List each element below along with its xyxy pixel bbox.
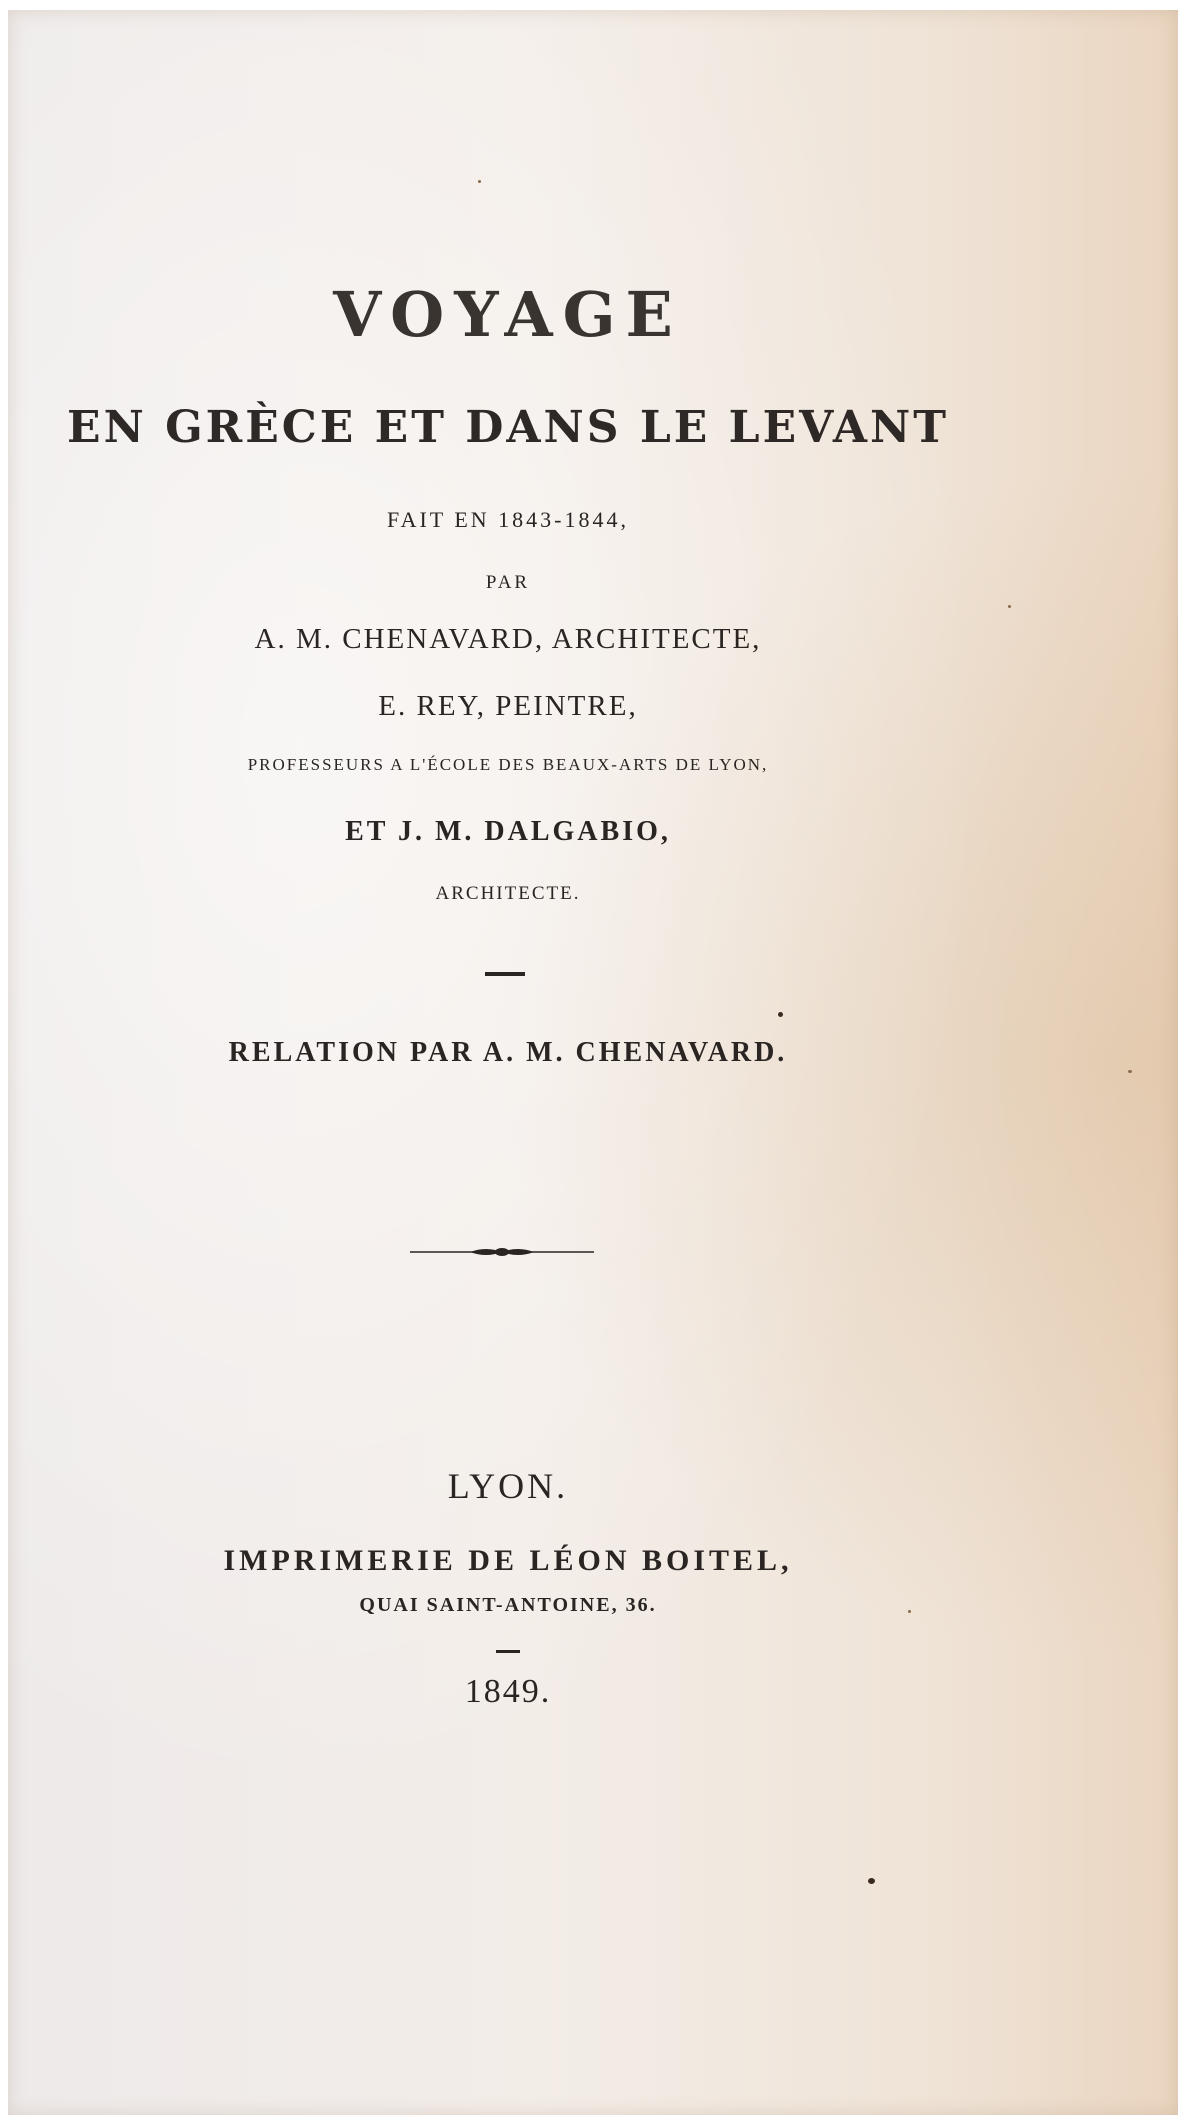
printer-name: IMPRIMERIE DE LÉON BOITEL, [223, 1544, 793, 1577]
book-title: VOYAGE [333, 278, 683, 351]
by-line: PAR [485, 572, 531, 593]
printer-address: QUAI SAINT-ANTOINE, 36. [359, 1594, 657, 1616]
author-rey: E. REY, PEINTRE, [378, 690, 638, 722]
paper-speck [908, 1610, 911, 1613]
ornament-rule [410, 1244, 594, 1260]
publication-city: LYON. [447, 1466, 569, 1506]
paper-speck [1128, 1070, 1132, 1073]
author-dalgabio: ET J. M. DALGABIO, [345, 816, 671, 847]
author-chenavard: A. M. CHENAVARD, ARCHITECTE, [254, 623, 762, 655]
short-rule [485, 972, 525, 976]
author-dalgabio-role: ARCHITECTE. [435, 883, 581, 904]
professors-line: PROFESSEURS A L'ÉCOLE DES BEAUX-ARTS DE LYON, [247, 755, 769, 774]
paper-speck [1008, 605, 1011, 608]
paper-speck [868, 1878, 875, 1884]
paper-speck [478, 180, 481, 183]
publication-year: 1849. [464, 1673, 552, 1710]
book-subtitle: EN GRÈCE ET DANS LE LEVANT [67, 402, 949, 453]
paper-speck [778, 1012, 783, 1017]
travel-dates: FAIT EN 1843-1844, [386, 507, 629, 532]
relation-line: RELATION PAR A. M. CHENAVARD. [228, 1037, 788, 1068]
short-rule-small [496, 1650, 520, 1653]
title-page [8, 10, 1178, 2115]
